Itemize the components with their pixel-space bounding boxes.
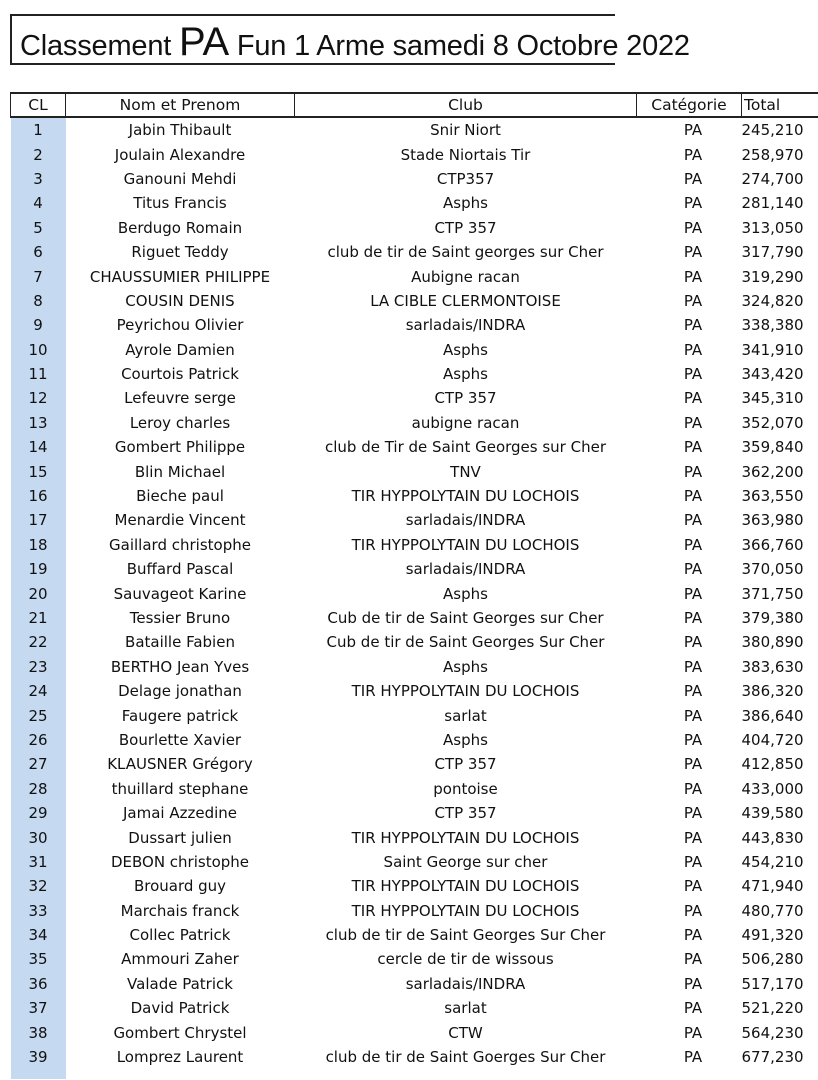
rank-cell: 28: [11, 777, 66, 801]
club-cell: Asphs: [443, 657, 488, 676]
name-cell: Bieche paul: [136, 487, 224, 506]
rank-cell: 21: [11, 606, 66, 630]
name-cell: BERTHO Jean Yves: [110, 657, 250, 676]
total-cell: 517,170: [741, 974, 804, 993]
rank-cell: 36: [11, 972, 66, 996]
rank-cell: 31: [11, 850, 66, 874]
name-cell: Jamai Azzedine: [122, 804, 238, 823]
page-title: [20, 20, 690, 64]
club-cell: Asphs: [443, 730, 488, 749]
club-cell: CTP 357: [434, 804, 497, 823]
category-cell: PA: [683, 267, 703, 286]
rank-cell: 3: [11, 167, 66, 191]
rank-cell: 15: [11, 459, 66, 483]
category-cell: PA: [683, 243, 703, 262]
club-cell: Aubigne racan: [411, 267, 520, 286]
total-cell: 383,630: [741, 657, 804, 676]
table-row: [11, 435, 818, 459]
category-cell: PA: [683, 194, 703, 213]
rank-cell: 38: [11, 1020, 66, 1044]
club-cell: Asphs: [443, 340, 488, 359]
table-row: [11, 630, 818, 654]
table-row: [11, 240, 818, 264]
club-cell: sarladais/INDRA: [405, 974, 526, 993]
club-cell: Stade Niortais Tir: [400, 145, 531, 164]
category-cell: PA: [683, 169, 703, 188]
table-row: [11, 972, 818, 996]
rank-cell: 6: [11, 240, 66, 264]
rank-cell: 5: [11, 216, 66, 240]
header-name: Nom et Prenom: [66, 93, 295, 117]
total-cell: 258,970: [741, 145, 804, 164]
category-cell: PA: [683, 682, 703, 701]
name-cell: Blin Michael: [134, 462, 226, 481]
name-cell: Lomprez Laurent: [116, 1048, 244, 1067]
name-cell: Brouard guy: [133, 877, 227, 896]
category-cell: PA: [683, 950, 703, 969]
header-row: [11, 93, 818, 117]
club-cell: sarladais/INDRA: [405, 511, 526, 530]
total-cell: 363,980: [741, 511, 804, 530]
results-table: [10, 92, 818, 1079]
table-row: [11, 557, 818, 581]
name-cell: CHAUSSUMIER PHILIPPE: [89, 267, 271, 286]
name-cell: Peyrichou Olivier: [116, 316, 244, 335]
rank-cell: 7: [11, 264, 66, 288]
total-cell: 345,310: [741, 389, 804, 408]
table-row: [11, 728, 818, 752]
rank-cell: 27: [11, 752, 66, 776]
table-row: [11, 947, 818, 971]
name-cell: Berdugo Romain: [117, 218, 243, 237]
rank-cell: 37: [11, 996, 66, 1020]
table-row: [11, 581, 818, 605]
table-row: [11, 191, 818, 215]
rank-cell: 13: [11, 411, 66, 435]
category-cell: PA: [683, 1023, 703, 1042]
category-cell: PA: [683, 365, 703, 384]
category-cell: PA: [683, 535, 703, 554]
club-cell: Asphs: [443, 194, 488, 213]
name-cell: Tessier Bruno: [129, 609, 231, 627]
rank-cell: 24: [11, 679, 66, 703]
rank-cell: 18: [11, 533, 66, 557]
name-cell: Delage jonathan: [118, 682, 242, 701]
category-cell: PA: [683, 779, 703, 798]
club-cell: club de tir de Saint Goerges Sur Cher: [325, 1048, 606, 1067]
total-cell: 319,290: [741, 267, 804, 286]
club-cell: pontoise: [433, 779, 498, 798]
total-cell: 564,230: [741, 1023, 804, 1042]
name-cell: KLAUSNER Grégory: [107, 755, 253, 774]
table-row: [11, 313, 818, 337]
category-cell: PA: [683, 852, 703, 871]
table-row: [11, 752, 818, 776]
total-cell: 412,850: [741, 755, 804, 774]
club-cell: club de tir de Saint Georges Sur Cher: [325, 926, 606, 945]
category-cell: PA: [683, 926, 703, 945]
name-cell: Menardie Vincent: [114, 511, 246, 530]
rank-cell: 35: [11, 947, 66, 971]
title-suffix: Fun 1 Arme samedi 8 Octobre 2022: [228, 30, 690, 62]
table-row: [11, 996, 818, 1020]
category-cell: PA: [683, 609, 703, 627]
total-cell: 480,770: [741, 901, 804, 920]
name-cell: Joulain Alexandre: [114, 145, 246, 164]
category-cell: PA: [683, 413, 703, 432]
rank-cell: 1: [11, 117, 66, 142]
table-row: [11, 411, 818, 435]
table-row: [11, 801, 818, 825]
total-cell: 379,380: [741, 609, 804, 627]
name-cell: thuillard stephane: [111, 779, 249, 798]
category-cell: PA: [683, 999, 703, 1018]
rank-cell: 17: [11, 508, 66, 532]
total-cell: 471,940: [741, 877, 804, 896]
rank-cell: 20: [11, 581, 66, 605]
name-cell: Bataille Fabien: [125, 633, 235, 652]
total-cell: 491,320: [741, 926, 804, 945]
table-row: [11, 142, 818, 166]
club-cell: CTP 357: [434, 218, 497, 237]
club-cell: club de Tir de Saint Georges sur Cher: [325, 438, 606, 457]
name-cell: Ayrole Damien: [125, 340, 235, 359]
club-cell: Asphs: [443, 584, 488, 603]
table-row: [11, 117, 818, 142]
total-cell: 371,750: [741, 584, 804, 603]
category-cell: PA: [683, 633, 703, 652]
club-cell: Cub de tir de Saint Georges Sur Cher: [326, 633, 605, 652]
name-cell: Titus Francis: [133, 194, 227, 213]
total-cell: 343,420: [741, 365, 804, 384]
category-cell: PA: [683, 560, 703, 579]
table-row: [11, 508, 818, 532]
total-cell: 366,760: [741, 535, 804, 554]
category-cell: PA: [683, 901, 703, 920]
club-cell: Asphs: [443, 365, 488, 384]
club-cell: LA CIBLE CLERMONTOISE: [370, 291, 561, 310]
club-cell: sarladais/INDRA: [405, 560, 526, 579]
rank-cell: 34: [11, 923, 66, 947]
name-cell: Marchais franck: [120, 901, 240, 920]
total-cell: 677,230: [741, 1048, 804, 1067]
club-cell: TIR HYPPOLYTAIN DU LOCHOIS: [351, 535, 580, 554]
name-cell: David Patrick: [130, 999, 230, 1018]
club-cell: TIR HYPPOLYTAIN DU LOCHOIS: [351, 877, 580, 896]
club-cell: Saint George sur cher: [383, 852, 548, 871]
name-cell: Ganouni Mehdi: [123, 169, 237, 188]
total-cell: 352,070: [741, 413, 804, 432]
category-cell: PA: [683, 584, 703, 603]
header-total: Total: [742, 93, 818, 117]
total-cell: 404,720: [741, 730, 804, 749]
total-cell: 324,820: [741, 291, 804, 310]
name-cell: Leroy charles: [129, 413, 231, 432]
rank-cell: 4: [11, 191, 66, 215]
name-cell: COUSIN DENIS: [125, 291, 235, 310]
table-row: [11, 606, 818, 630]
name-cell: Gombert Chrystel: [113, 1023, 247, 1042]
club-cell: sarladais/INDRA: [405, 316, 526, 335]
category-cell: PA: [683, 340, 703, 359]
rank-cell: 22: [11, 630, 66, 654]
total-cell: 454,210: [741, 852, 804, 871]
category-cell: PA: [683, 657, 703, 676]
category-cell: PA: [683, 828, 703, 847]
name-cell: Ammouri Zaher: [121, 950, 239, 969]
total-cell: 274,700: [741, 169, 804, 188]
club-cell: club de tir de Saint georges sur Cher: [327, 243, 604, 262]
category-cell: PA: [683, 804, 703, 823]
table-row: [11, 1020, 818, 1044]
club-cell: TIR HYPPOLYTAIN DU LOCHOIS: [351, 901, 580, 920]
table-row: [11, 874, 818, 898]
category-cell: PA: [683, 438, 703, 457]
total-cell: 439,580: [741, 804, 804, 823]
club-cell: CTP 357: [434, 389, 497, 408]
rank-cell: 29: [11, 801, 66, 825]
club-cell: CTP357: [436, 169, 495, 188]
table-row: [11, 703, 818, 727]
table-row: [11, 264, 818, 288]
rank-cell: 39: [11, 1045, 66, 1069]
rank-cell: 16: [11, 484, 66, 508]
club-cell: TIR HYPPOLYTAIN DU LOCHOIS: [351, 682, 580, 701]
category-cell: PA: [683, 316, 703, 335]
category-cell: PA: [683, 389, 703, 408]
total-cell: 386,320: [741, 682, 804, 701]
category-cell: PA: [683, 291, 703, 310]
name-cell: Gaillard christophe: [109, 535, 251, 554]
table-row: [11, 850, 818, 874]
category-cell: PA: [683, 974, 703, 993]
name-cell: Jabin Thibault: [128, 121, 232, 140]
total-cell: 341,910: [741, 340, 804, 359]
table-row: [11, 216, 818, 240]
header-club: Club: [295, 93, 637, 117]
table-row: [11, 1045, 818, 1069]
total-cell: 443,830: [741, 828, 804, 847]
title-box: [10, 14, 690, 65]
club-cell: aubigne racan: [411, 413, 520, 432]
rank-cell: 26: [11, 728, 66, 752]
table-row: [11, 484, 818, 508]
category-cell: PA: [683, 487, 703, 506]
club-cell: Cub de tir de Saint Georges sur Cher: [327, 609, 604, 627]
table-row: [11, 338, 818, 362]
total-cell: 521,220: [741, 999, 804, 1018]
category-cell: PA: [683, 511, 703, 530]
total-cell: 506,280: [741, 950, 804, 969]
name-cell: Sauvageot Karine: [113, 584, 247, 603]
club-cell: TIR HYPPOLYTAIN DU LOCHOIS: [351, 828, 580, 847]
total-cell: 363,550: [741, 487, 804, 506]
name-cell: Collec Patrick: [129, 926, 231, 945]
rank-cell: 14: [11, 435, 66, 459]
rank-cell: 25: [11, 703, 66, 727]
rank-cell: 32: [11, 874, 66, 898]
title-category: PA: [178, 20, 229, 64]
rank-cell: 2: [11, 142, 66, 166]
name-cell: Dussart julien: [128, 828, 232, 847]
total-cell: 245,210: [741, 121, 804, 140]
category-cell: PA: [683, 218, 703, 237]
club-cell: cercle de tir de wissous: [377, 950, 554, 969]
category-cell: PA: [683, 1048, 703, 1067]
table-row: [11, 459, 818, 483]
rank-cell: 8: [11, 289, 66, 313]
total-cell: 359,840: [741, 438, 804, 457]
table-row: [11, 679, 818, 703]
table-row: [11, 777, 818, 801]
table-row: [11, 289, 818, 313]
category-cell: PA: [683, 877, 703, 896]
name-cell: Gombert Philippe: [114, 438, 246, 457]
total-cell: 338,380: [741, 316, 804, 335]
club-cell: CTW: [448, 1023, 483, 1042]
club-cell: CTP 357: [434, 755, 497, 774]
name-cell: Bourlette Xavier: [118, 730, 242, 749]
club-cell: Snir Niort: [430, 121, 501, 140]
header-cl: CL: [11, 93, 66, 117]
total-cell: 313,050: [741, 218, 804, 237]
category-cell: PA: [683, 145, 703, 164]
table-row: [11, 655, 818, 679]
rank-cell: 19: [11, 557, 66, 581]
rank-cell: 10: [11, 338, 66, 362]
name-cell: Faugere patrick: [121, 706, 239, 725]
category-cell: PA: [683, 755, 703, 774]
rank-cell: 12: [11, 386, 66, 410]
club-cell: TIR HYPPOLYTAIN DU LOCHOIS: [351, 487, 580, 506]
total-cell: 362,200: [741, 462, 804, 481]
table-row: [11, 386, 818, 410]
title-prefix: Classement: [20, 30, 179, 62]
club-cell: sarlat: [444, 706, 487, 725]
total-cell: 380,890: [741, 633, 804, 652]
category-cell: PA: [683, 730, 703, 749]
name-cell: Lefeuvre serge: [124, 389, 236, 408]
name-cell: DEBON christophe: [110, 852, 250, 871]
rank-cell: 30: [11, 825, 66, 849]
category-cell: PA: [683, 706, 703, 725]
total-cell: 433,000: [741, 779, 804, 798]
total-cell: 317,790: [741, 243, 804, 262]
name-cell: Courtois Patrick: [121, 365, 239, 384]
rank-cell: 9: [11, 313, 66, 337]
category-cell: PA: [683, 121, 703, 140]
club-cell: TNV: [450, 462, 481, 481]
rank-cell: 11: [11, 362, 66, 386]
rank-cell: 33: [11, 899, 66, 923]
total-cell: 281,140: [741, 194, 804, 213]
rank-column-fill: [11, 1069, 66, 1079]
table-row: [11, 923, 818, 947]
table-row: [11, 899, 818, 923]
category-cell: PA: [683, 462, 703, 481]
results-body: [11, 117, 818, 1079]
table-row: [11, 167, 818, 191]
name-cell: Valade Patrick: [127, 974, 233, 993]
table-row: [11, 533, 818, 557]
table-end-padding: [11, 1069, 818, 1079]
header-category: Catégorie: [637, 93, 742, 117]
name-cell: Buffard Pascal: [126, 560, 234, 579]
total-cell: 386,640: [741, 706, 804, 725]
club-cell: sarlat: [444, 999, 487, 1018]
table-row: [11, 362, 818, 386]
rank-cell: 23: [11, 655, 66, 679]
table-row: [11, 825, 818, 849]
name-cell: Riguet Teddy: [131, 243, 229, 262]
total-cell: 370,050: [741, 560, 804, 579]
